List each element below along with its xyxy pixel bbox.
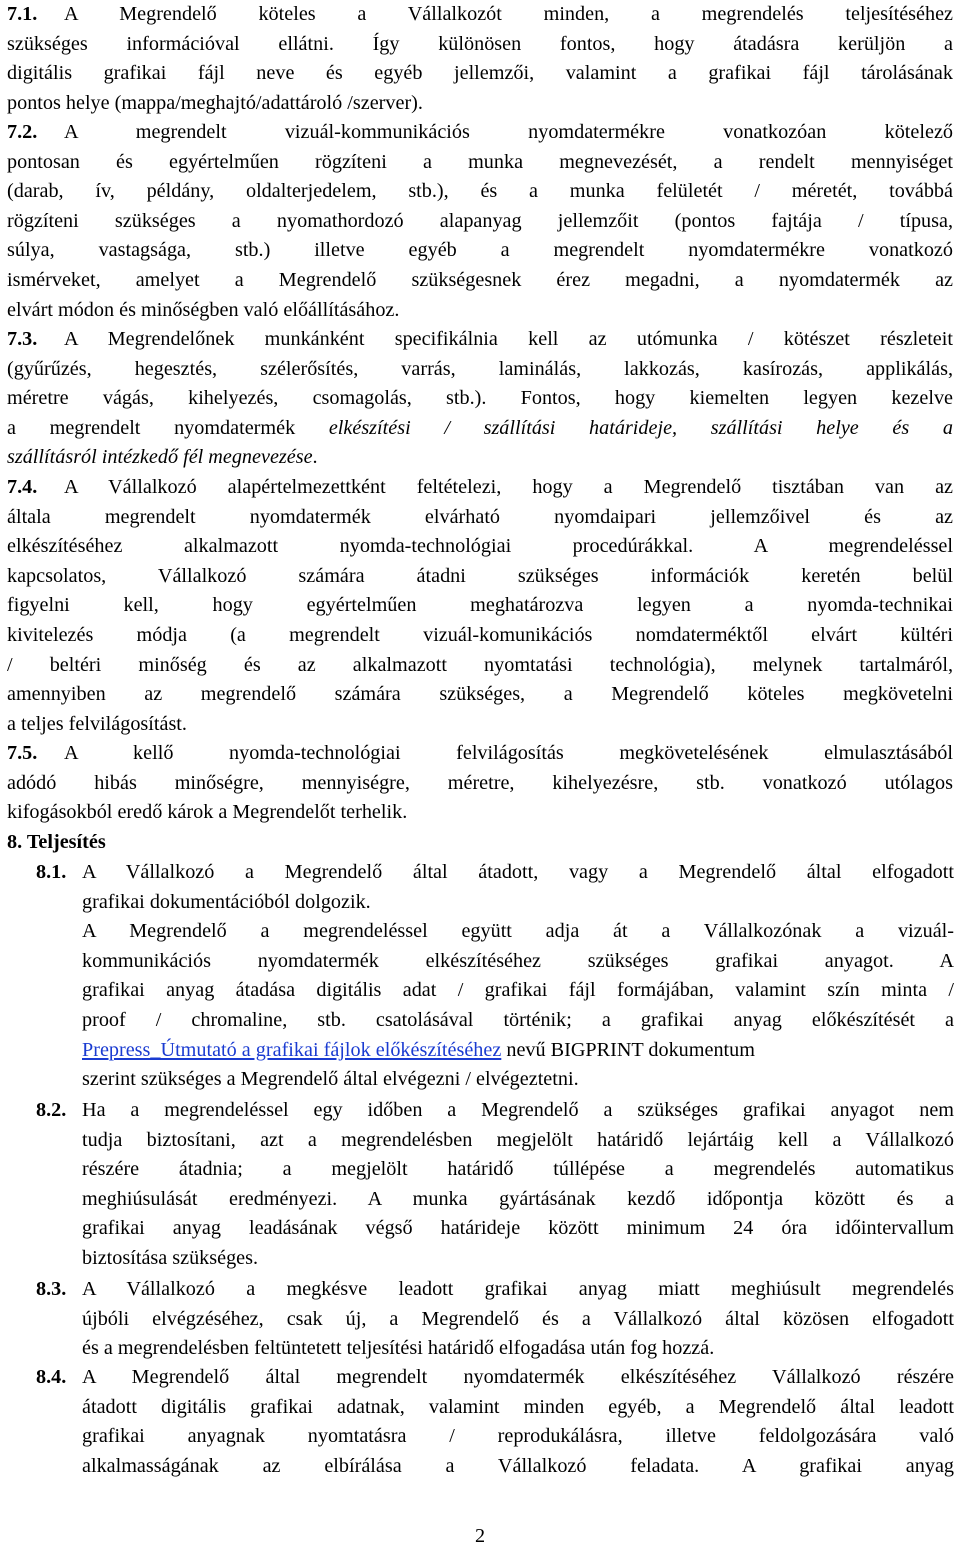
clause-8-2 <box>36 1096 954 1274</box>
page-number: 2 <box>474 1525 486 1547</box>
clause-number: 8.1. <box>36 861 67 883</box>
clause-line: amennyiben az megrendelő számára szükséges, a Megrendelő köteles megkövetelni <box>7 683 953 706</box>
clause-line: tudja biztosítani, azt a megrendelésben megjelölt határidő lejártáig kell a Vállalkozó <box>82 1128 954 1151</box>
clause-7-2 <box>7 118 953 325</box>
clause-line <box>7 414 953 444</box>
clause-number: 7.5. <box>7 742 38 764</box>
clause-number: 8.3. <box>36 1278 67 1300</box>
clause-number: 7.4. <box>7 476 38 498</box>
clause-line: kapcsolatos, Vállalkozó számára átadni szükséges információk keretén belül <box>7 564 953 587</box>
clause-line: rögzíteni szükséges a nyomathordozó alapanyag jellemzőit (pontos fajtája / típusa, <box>7 209 953 232</box>
clause-line: elkészítéséhez alkalmazott nyomda-technológiai procedúrákkal. A megrendeléssel <box>7 535 953 558</box>
clause-text: . <box>312 446 318 469</box>
clause-line: A Vállalkozó a megkésve leadott grafikai anyag miatt meghiúsult megrendelés <box>82 1278 954 1300</box>
clause-line: grafikai dokumentációból dolgozik. <box>82 890 371 913</box>
clause-line: alkalmasságának az elbírálása a Vállalkozó feladata. A grafikai anyag <box>82 1454 954 1477</box>
clause-line: Ha a megrendeléssel egy időben a Megrendelő a szükséges grafikai anyagot nem <box>82 1099 954 1121</box>
section-heading: 8. Teljesítés <box>7 831 106 853</box>
clause-line: a teljes felvilágosítást. <box>7 712 187 735</box>
clause-line: A Megrendelőnek munkánként specifikálnia kell az utómunka / kötészet részleteit <box>64 328 953 350</box>
clause-number: 8.2. <box>36 1099 67 1121</box>
clause-7-5 <box>7 739 953 828</box>
clause-line: részére átadnia; a megjelölt határidő túllépése a megrendelés automatikus <box>82 1158 954 1181</box>
clause-line: pontosan és egyértelműen rögzíteni a munka megnevezését, a rendelt mennyiséget <box>7 150 953 173</box>
clause-text: nevű BIGPRINT dokumentum <box>501 1038 755 1061</box>
clause-line: szükséges információval ellátni. Így különösen fontos, hogy átadásra kerüljön a <box>7 32 953 55</box>
clause-line: grafikai anyag leadásának végső határideje között minimum 24 óra időintervallum <box>82 1217 954 1240</box>
clause-line: / beltéri minőség és az alkalmazott nyomtatási technológia), melynek tartalmáról, <box>7 653 953 676</box>
clause-7-1 <box>7 0 953 118</box>
clause-line: kivitelezés módja (a megrendelt vizuál-komunikációs nomdaterméktől elvárt kültéri <box>7 623 953 646</box>
clause-line: A megrendelt vizuál-kommunikációs nyomdatermékre vonatkozóan kötelező <box>64 121 953 143</box>
prepress-guide-link[interactable]: Prepress_Útmutató a grafikai fájlok előkészítéséhez <box>82 1038 502 1061</box>
clause-line: proof / chromaline, stb. csatolásával történik; a grafikai anyag előkészítését a <box>82 1008 954 1031</box>
clause-line: újbóli elvégzéséhez, csak új, a Megrendelő és a Vállalkozó által közösen elfogadott <box>82 1307 954 1330</box>
clause-line: A Megrendelő a megrendeléssel együtt adja át a Vállalkozónak a vizuál- <box>82 920 954 943</box>
clause-line <box>7 443 953 473</box>
clause-line: ismérveket, amelyet a Megrendelő szükségesnek érez megadni, a nyomdatermék az <box>7 268 953 291</box>
clause-line: A Megrendelő által megrendelt nyomdatermék elkészítéséhez Vállalkozó részére <box>82 1366 954 1388</box>
clause-line: meghiúsulását eredményezi. A munka gyártásának kezdő időpontja között és a <box>82 1187 954 1210</box>
clause-number: 8.4. <box>36 1366 67 1388</box>
clause-line: átadott digitális grafikai adatnak, valamint minden egyéb, a Megrendelő által leadott <box>82 1395 954 1418</box>
clause-line: súlya, vastagsága, stb.) illetve egyéb a megrendelt nyomdatermékre vonatkozó <box>7 239 953 262</box>
clause-8-4 <box>36 1363 954 1481</box>
clause-number: 7.1. <box>7 3 38 25</box>
clause-8-3 <box>36 1275 954 1364</box>
clause-number: 7.3. <box>7 328 38 350</box>
clause-text: a megrendelt nyomdatermék <box>7 416 329 439</box>
clause-line: A kellő nyomda-technológiai felvilágosítás megkövetelésének elmulasztásából <box>64 742 953 764</box>
clause-line: A Vállalkozó alapértelmezettként feltételezi, hogy a Megrendelő tisztában van az <box>64 476 953 498</box>
clause-line: adódó hibás minőségre, mennyiségre, méretre, kihelyezésre, stb. vonatkozó utólagos <box>7 771 953 794</box>
clause-line: grafikai anyagnak nyomtatásra / reprodukálásra, illetve feldolgozására való <box>82 1425 954 1448</box>
clause-line: A Megrendelő köteles a Vállalkozót minden, a megrendelés teljesítéséhez <box>64 3 953 25</box>
clause-line: szerint szükséges a Megrendelő által elvégezni / elvégeztetni. <box>82 1068 579 1091</box>
clause-line: pontos helye (mappa/meghajtó/adattároló /szerver). <box>7 91 423 114</box>
clause-line: és a megrendelésben feltüntetett teljesítési határidő elfogadása után fog hozzá. <box>82 1337 715 1360</box>
clause-line: méretre vágás, kihelyezés, csomagolás, stb.). Fontos, hogy kiemelten legyen kezelve <box>7 387 953 410</box>
clause-line: biztosítása szükséges. <box>82 1246 259 1269</box>
clause-line: elvárt módon és minőségben való előállításához. <box>7 298 400 321</box>
clause-line: grafikai anyag átadása digitális adat / grafikai fájl formájában, valamint szín minta / <box>82 979 954 1002</box>
clause-line: (darab, ív, példány, oldalterjedelem, stb.), és a munka felületét / méretét, továbbá <box>7 180 953 203</box>
clause-line: digitális grafikai fájl neve és egyéb jellemzői, valamint a grafikai fájl tárolásának <box>7 62 953 85</box>
clause-line: figyelni kell, hogy egyértelműen meghatározva legyen a nyomda-technikai <box>7 594 953 617</box>
clause-line: kifogásokból eredő károk a Megrendelőt terhelik. <box>7 801 408 824</box>
clause-8-1 <box>36 858 954 1095</box>
clause-line: A Vállalkozó a Megrendelő által átadott, vagy a Megrendelő által elfogadott <box>82 861 954 883</box>
clause-7-3 <box>7 325 953 473</box>
clause-line <box>82 1036 954 1066</box>
emphasized-text: elkészítési / szállítási határideje, szállítási helye és a <box>328 416 953 439</box>
clause-number: 7.2. <box>7 121 38 143</box>
clause-line: általa megrendelt nyomdatermék elvárható nyomdaipari jellemzőivel és az <box>7 505 953 528</box>
clause-7-4 <box>7 473 953 739</box>
clause-line: (gyűrűzés, hegesztés, szélerősítés, varrás, laminálás, lakkozás, kasírozás, applikálás, <box>7 357 953 380</box>
clause-line: kommunikációs nyomdatermék elkészítéséhez szükséges grafikai anyagot. A <box>82 949 954 972</box>
emphasized-text: szállításról intézkedő fél megnevezése <box>7 446 313 469</box>
